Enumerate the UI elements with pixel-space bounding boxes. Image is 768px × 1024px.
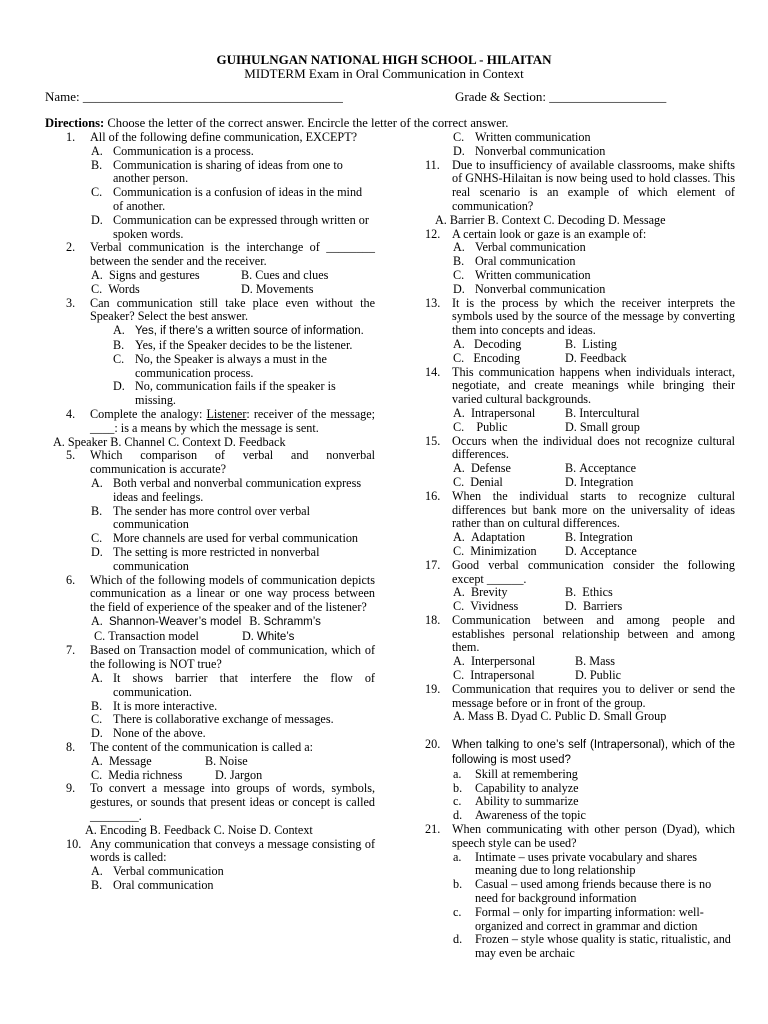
option-text: Capability to analyze — [475, 780, 579, 795]
question-number: 2. — [66, 240, 76, 255]
option-text: Communication is a process. — [113, 143, 254, 158]
option-text: Awareness of the topic — [475, 808, 586, 823]
question-number: 17. — [425, 557, 441, 572]
option-letter: D. — [91, 544, 103, 559]
question-stem: To convert a message into groups of words, symbols, gestures, or sounds that present ideas or concept is called ________. — [90, 781, 375, 824]
grade-section-field: Grade & Section: __________________ — [455, 89, 667, 104]
option-letter: D. — [565, 543, 577, 558]
question-stem-underlined: Listener — [206, 406, 247, 421]
option-letter: D. — [91, 212, 103, 227]
option-letter: C. — [453, 130, 465, 144]
option-letter: B. — [453, 254, 465, 269]
option-letter: C. — [94, 628, 106, 643]
option-letter: C. — [91, 185, 103, 200]
option-text: Vividness — [470, 599, 519, 614]
option-letter: D. — [565, 474, 577, 489]
question-stem: When the individual starts to recognize cultural differences but bank more on the universality of ideas rather than on cultural differences. — [452, 488, 735, 531]
option-letter: d. — [453, 808, 463, 823]
option-letter: A. — [113, 323, 125, 338]
option-text: Integration — [579, 474, 634, 489]
question-number: 7. — [66, 643, 76, 658]
option-letter: A. — [91, 753, 103, 768]
question-stem: It is the process by which the receiver interprets the symbols used by the source of the message by converting them into concepts and ideas. — [452, 295, 735, 338]
inline-options: A. Speaker B. Channel C. Context D. Feedback — [53, 434, 286, 449]
option-letter: b. — [453, 780, 463, 795]
option-text: Encoding — [473, 350, 521, 365]
option-text: Both verbal and nonverbal communication express ideas and feelings. — [113, 475, 362, 504]
question-3 — [45, 297, 375, 408]
option-text: The setting is more restricted in nonverbal communication — [113, 544, 320, 573]
option-text: Denial — [470, 474, 503, 489]
option-text: Oral communication — [113, 878, 214, 893]
question-number: 3. — [66, 295, 76, 310]
option-text: Defense — [470, 461, 511, 476]
option-letter: B. — [565, 530, 577, 545]
option-text: White’s — [256, 630, 295, 643]
exam-title: MIDTERM Exam in Oral Communication in Context — [244, 66, 524, 81]
option-text: Barriers — [582, 599, 623, 614]
question-number: 19. — [425, 681, 441, 696]
question-number: 9. — [66, 781, 76, 796]
option-text: Signs and gestures — [108, 267, 200, 282]
option-letter: D. — [565, 599, 577, 614]
question-10 — [45, 838, 375, 893]
question-stem: When communicating with other person (Dyad), which speech style can be used? — [452, 822, 735, 850]
option-text: Noise — [219, 753, 248, 768]
option-letter: B. — [241, 267, 253, 282]
option-letter: A. — [453, 240, 465, 255]
option-letter: B. — [113, 337, 125, 352]
option-text: Verbal communication — [475, 240, 586, 255]
option-letter: A. — [453, 530, 465, 545]
option-text: Nonverbal communication — [475, 143, 606, 158]
option-letter: B. — [565, 461, 577, 476]
option-text: Cues and clues — [255, 267, 329, 282]
option-text: Shannon-Weaver’s model — [108, 615, 242, 628]
question-15 — [425, 435, 735, 490]
question-stem: Communication between and among people and establishes personal relationship between and among them. — [452, 612, 735, 655]
question-stem: Complete the analogy: — [90, 406, 207, 421]
option-letter: B. — [205, 753, 217, 768]
question-19 — [425, 683, 735, 724]
question-stem: All of the following define communication, EXCEPT? — [90, 130, 358, 144]
option-letter: C. — [453, 474, 465, 489]
option-letter: C. — [453, 668, 465, 683]
option-text: Interpersonal — [470, 654, 536, 669]
option-letter: C. — [453, 599, 465, 614]
option-letter: A. — [91, 613, 103, 628]
option-text: It is more interactive. — [113, 698, 218, 713]
option-text: Frozen – style whose quality is static, ritualistic, and may even be archaic — [475, 932, 731, 961]
option-text: Message — [108, 753, 152, 768]
option-text: Ethics — [582, 585, 613, 600]
option-letter: C. — [91, 767, 103, 782]
option-text: Intrapersonal — [470, 405, 536, 420]
option-text: No, communication fails if the speaker is missing. — [135, 379, 336, 408]
option-text: It shows barrier that interfere the flow of communication. — [113, 671, 375, 699]
question-18 — [425, 614, 735, 683]
option-letter: D. — [242, 628, 254, 643]
option-text: Public — [589, 668, 622, 683]
option-text: Public — [476, 419, 508, 434]
option-text: Intrapersonal — [470, 668, 535, 683]
question-number: 10. — [66, 836, 82, 851]
question-21 — [425, 823, 735, 961]
school-name: GUIHULNGAN NATIONAL HIGH SCHOOL - HILAITAN — [216, 52, 552, 67]
option-text: Communication can be expressed through written or spoken words. — [113, 212, 369, 241]
question-stem-cont: : receiver of the message; ____: is a means by which the message is sent. — [90, 406, 375, 435]
question-6 — [45, 574, 375, 645]
option-text: Mass — [589, 654, 615, 669]
inline-options: A. Encoding B. Feedback C. Noise D. Context — [85, 822, 313, 837]
question-14 — [425, 366, 735, 435]
question-number: 20. — [425, 737, 441, 752]
question-1 — [45, 131, 375, 241]
option-text: Verbal communication — [113, 864, 224, 879]
option-letter: C. — [453, 419, 465, 434]
question-number: 14. — [425, 364, 441, 379]
option-letter: B. — [565, 585, 577, 600]
option-text: Written communication — [475, 267, 591, 282]
directions — [45, 117, 745, 131]
question-number: 13. — [425, 295, 441, 310]
option-letter: C. — [91, 531, 103, 546]
option-letter: A. — [91, 864, 103, 879]
question-number: 1. — [66, 130, 76, 144]
option-letter: B. — [249, 613, 261, 628]
question-number: 15. — [425, 433, 441, 448]
question-stem: Good verbal communication consider the following except ______. — [452, 557, 735, 586]
option-letter: b. — [453, 877, 463, 892]
option-text: Minimization — [470, 543, 537, 558]
question-stem: The content of the communication is called a: — [90, 740, 314, 755]
question-number: 21. — [425, 822, 441, 837]
question-number: 18. — [425, 612, 441, 627]
spacer — [425, 724, 735, 738]
option-letter: B. — [91, 878, 103, 893]
question-stem: Based on Transaction model of communication, which of the following is NOT true? — [90, 643, 375, 672]
question-stem: Verbal communication is the interchange of ________ between the sender and the receiver. — [90, 240, 375, 269]
option-letter: d. — [453, 932, 463, 947]
option-letter: a. — [453, 849, 462, 864]
question-17 — [425, 559, 735, 614]
option-text: Formal – only for imparting information: well- organized and correct in grammar and diction — [475, 904, 704, 933]
option-letter: c. — [453, 794, 462, 809]
right-column — [425, 131, 735, 961]
option-letter: D. — [453, 281, 465, 296]
question-16 — [425, 490, 735, 559]
option-letter: B. — [91, 698, 103, 713]
question-stem: Any communication that conveys a message consisting of words is called: — [90, 836, 375, 865]
question-stem: Which comparison of verbal and nonverbal communication is accurate? — [90, 448, 375, 477]
question-10-continued — [425, 131, 735, 159]
option-letter: a. — [453, 766, 462, 781]
question-5 — [45, 449, 375, 573]
option-letter: A. — [453, 585, 465, 600]
option-text: Integration — [579, 530, 633, 545]
question-stem: Occurs when the individual does not recognize cultural differences. — [452, 433, 735, 462]
option-text: Skill at remembering — [475, 766, 578, 781]
option-letter: A. — [91, 671, 103, 686]
question-4 — [45, 408, 375, 449]
option-text: Words — [108, 281, 140, 296]
option-text: Intimate – uses private vocabulary and shares meaning due to long relationship — [475, 849, 698, 878]
option-text: Yes, if there’s a written source of information. — [135, 325, 364, 338]
option-letter: A. — [453, 654, 465, 669]
option-letter: D. — [565, 419, 577, 434]
option-letter: C. — [91, 712, 103, 727]
option-letter: A. — [453, 461, 465, 476]
option-letter: A. — [91, 475, 103, 490]
option-letter: B. — [91, 503, 103, 518]
left-column — [45, 131, 375, 893]
option-text: Jargon — [229, 767, 263, 782]
question-8 — [45, 741, 375, 782]
option-text: Ability to summarize — [475, 794, 579, 809]
option-text: Feedback — [579, 350, 627, 365]
option-text: The sender has more control over verbal communication — [113, 503, 310, 532]
option-text: Movements — [255, 281, 314, 296]
question-number: 12. — [425, 226, 441, 241]
inline-options: A. Barrier B. Context C. Decoding D. Message — [435, 212, 666, 227]
question-stem: Which of the following models of communication depicts communication as a linear or one way process between the field of experience of the speaker and of the listener? — [90, 572, 375, 615]
question-9 — [45, 782, 375, 837]
option-text: Communication is sharing of ideas from one to another person. — [113, 157, 343, 186]
option-letter: C. — [113, 351, 125, 366]
question-number: 4. — [66, 406, 76, 421]
question-13 — [425, 297, 735, 366]
question-12 — [425, 228, 735, 297]
option-text: Media richness — [108, 767, 183, 782]
option-text: Decoding — [474, 336, 522, 351]
option-letter: A. — [91, 267, 103, 282]
option-text: Adaptation — [470, 530, 526, 545]
option-letter: C. — [453, 267, 465, 282]
question-number: 5. — [66, 448, 76, 463]
option-text: Communication is a confusion of ideas in the mind of another. — [113, 185, 363, 213]
directions-text: Choose the letter of the correct answer. Encircle the letter of the correct answer. — [104, 116, 509, 130]
directions-label: Directions: — [45, 116, 105, 130]
option-text: Oral communication — [475, 254, 576, 269]
option-letter: B. — [565, 405, 577, 420]
option-letter: C. — [453, 543, 465, 558]
option-text: Acceptance — [579, 543, 637, 558]
option-text: Nonverbal communication — [475, 281, 606, 296]
question-number: 6. — [66, 572, 76, 587]
option-text: Acceptance — [579, 461, 637, 476]
option-letter: B. — [565, 336, 577, 351]
option-letter: A. — [91, 143, 103, 158]
option-letter: c. — [453, 904, 462, 919]
question-stem: Due to insufficiency of available classrooms, make shifts of GNHS-Hilaitan is now being used to hold classes. This real scenario is an example of which element of communication? — [452, 157, 735, 213]
question-number: 8. — [66, 740, 76, 755]
name-field: Name: ________________________________________ — [45, 89, 343, 104]
option-text: Schramm’s — [263, 615, 321, 628]
question-stem: Communication that requires you to deliver or send the message before or in front of the group. — [452, 681, 735, 710]
question-stem: A certain look or gaze is an example of: — [452, 226, 647, 241]
option-letter: B. — [575, 654, 587, 669]
question-number: 11. — [425, 157, 440, 172]
option-text: Small group — [579, 419, 640, 434]
option-letter: B. — [91, 157, 103, 172]
option-text: Brevity — [470, 585, 508, 600]
option-text: More channels are used for verbal communication — [113, 531, 359, 546]
option-letter: D. — [565, 350, 577, 365]
option-letter: D. — [575, 668, 587, 683]
option-letter: D. — [453, 143, 465, 158]
option-letter: D. — [215, 767, 227, 782]
option-letter: A. — [453, 405, 465, 420]
option-letter: D. — [241, 281, 253, 296]
inline-options: A. Mass B. Dyad C. Public D. Small Group — [453, 709, 667, 724]
option-text: Transaction model — [108, 628, 199, 643]
option-text: There is collaborative exchange of messages. — [113, 712, 334, 727]
question-stem: Can communication still take place even without the Speaker? Select the best answer. — [90, 295, 375, 324]
question-11 — [425, 159, 735, 228]
option-letter: C. — [91, 281, 103, 296]
option-text: Intercultural — [579, 405, 640, 420]
question-number: 16. — [425, 488, 441, 503]
option-text: Listing — [582, 336, 617, 351]
option-letter: C. — [453, 350, 465, 365]
option-text: None of the above. — [113, 726, 206, 741]
option-letter: D. — [113, 379, 125, 394]
question-2 — [45, 241, 375, 296]
option-text: Yes, if the Speaker decides to be the listener. — [135, 337, 353, 352]
question-20 — [425, 738, 735, 823]
option-text: Casual – used among friends because there is no need for background information — [475, 877, 712, 906]
option-text: Written communication — [475, 130, 591, 144]
option-text: No, the Speaker is always a must in the communication process. — [135, 351, 327, 380]
question-stem: This communication happens when individuals interact, negotiate, and create meanings while bringing their varied cultural backgrounds. — [452, 364, 735, 407]
question-7 — [45, 644, 375, 741]
option-letter: D. — [91, 726, 103, 741]
option-letter: A. — [453, 336, 465, 351]
question-stem: When talking to one’s self (Intrapersonal), which of the following is most used? — [452, 739, 735, 767]
